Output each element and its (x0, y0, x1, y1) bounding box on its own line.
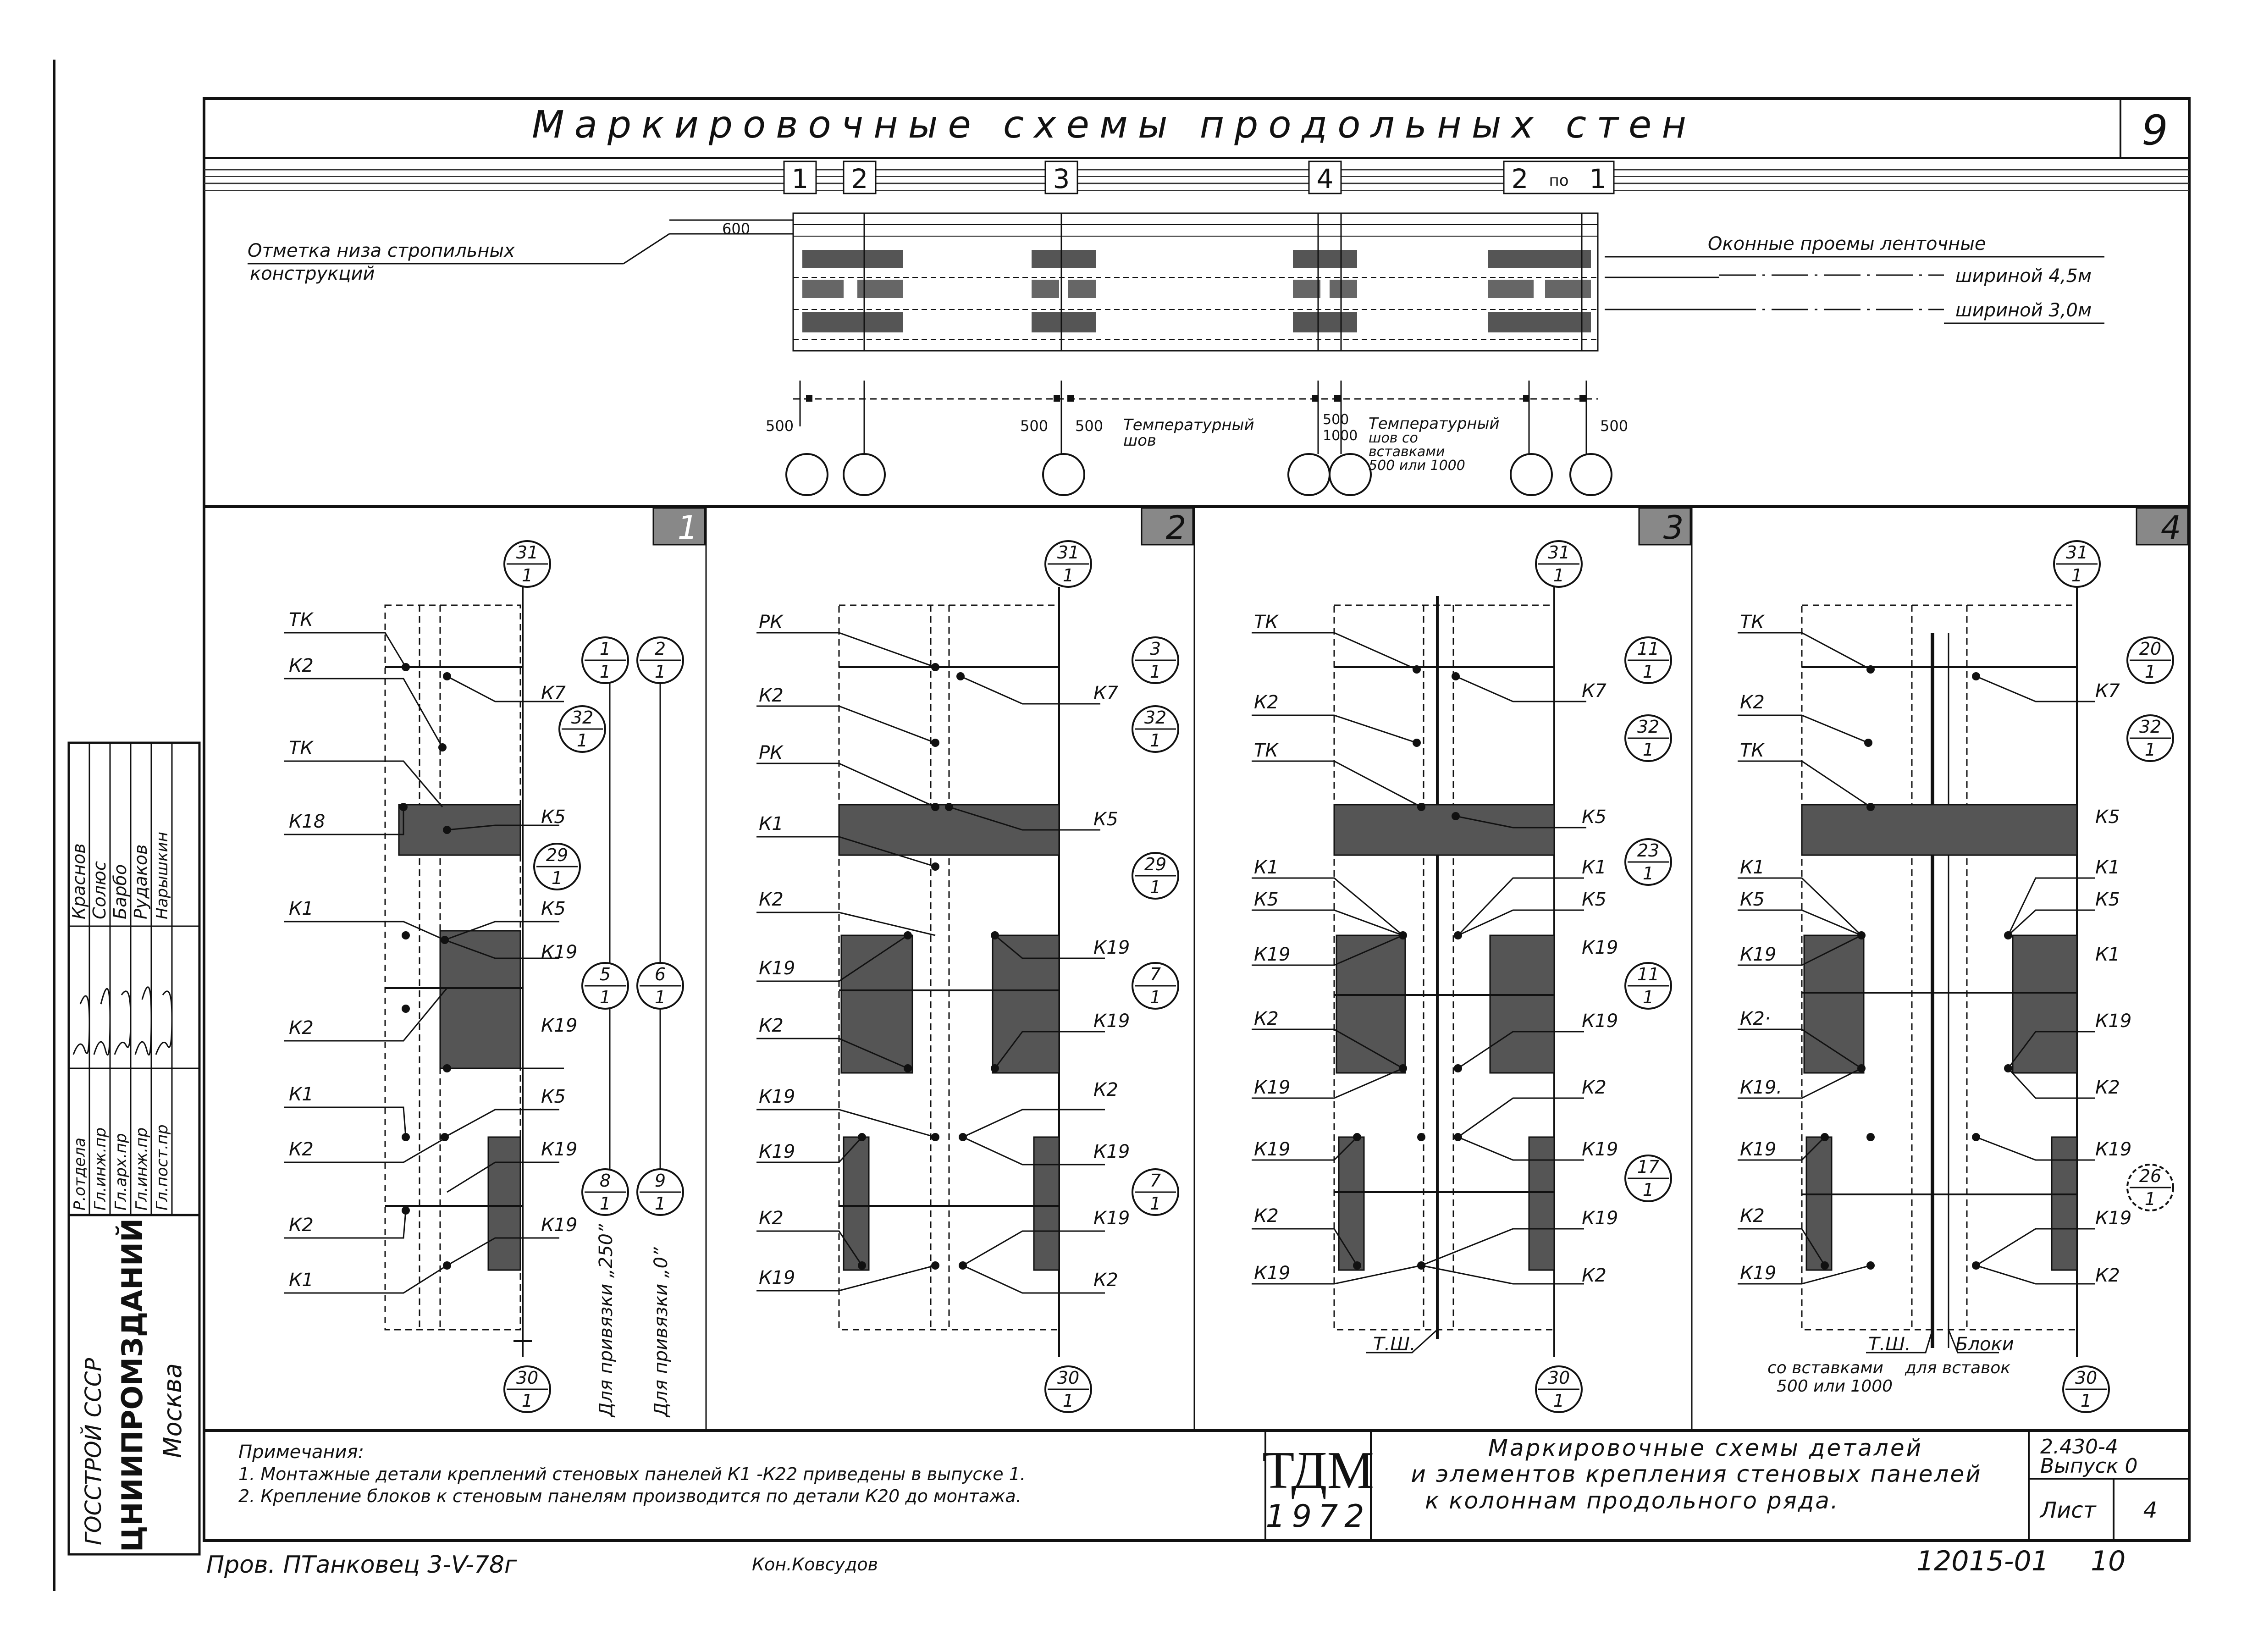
p3-r-0: К7 (1582, 680, 1607, 702)
svg-text:1: 1 (1149, 730, 1161, 751)
p3-r-8: К19 (1582, 1208, 1618, 1229)
temp-joint-1b: шов (1123, 431, 1156, 450)
p4-bubble-2 (2127, 1165, 2173, 1210)
p4-note-tsh: Т.Ш. (1868, 1334, 1911, 1355)
p1-bubble-2 (534, 844, 580, 890)
p3-l-9: К2 (1254, 1205, 1279, 1227)
p1-bottom-bubble (504, 1366, 550, 1412)
p4-l-9: К2 (1740, 1205, 1765, 1227)
svg-text:1: 1 (2144, 1189, 2156, 1209)
p3-l-2: ТК (1254, 740, 1278, 761)
p2-l-5: К19 (759, 958, 795, 979)
p4-l-7: К19. (1740, 1077, 1783, 1098)
svg-text:11: 11 (1637, 964, 1660, 984)
svg-text:32: 32 (2139, 717, 2162, 737)
svg-text:1: 1 (1062, 1391, 1074, 1411)
svg-text:9: 9 (654, 1171, 666, 1191)
p4-r-4: К1 (2095, 944, 2120, 965)
svg-text:1: 1 (1149, 877, 1161, 897)
p2-bubble-1 (1132, 706, 1178, 752)
p2-r-6: К19 (1093, 1208, 1130, 1229)
p3-l-0: ТК (1254, 612, 1278, 633)
p3-l-3: К1 (1254, 857, 1279, 878)
svg-text:1: 1 (1149, 1193, 1161, 1214)
panel-4-number (2137, 508, 2188, 547)
p4-note-for-inserts: для вставок (1905, 1359, 2011, 1377)
p4-r-3: К5 (2095, 889, 2120, 910)
svg-text:1: 1 (1642, 740, 1654, 760)
axis-label-1: 1 (791, 163, 809, 194)
dim-500-a: 500 (1020, 417, 1049, 435)
svg-text:1: 1 (2144, 662, 2156, 682)
p1-l-4: К1 (289, 898, 314, 919)
svg-text:1: 1 (677, 509, 698, 547)
svg-text:1: 1 (1642, 863, 1654, 884)
p4-note-size: 500 или 1000 (1777, 1377, 1893, 1396)
p3-l-7: К19 (1254, 1077, 1291, 1098)
p1-r-7: К19 (541, 1215, 578, 1236)
svg-text:31: 31 (1057, 542, 1080, 563)
svg-text:17: 17 (1637, 1157, 1660, 1177)
p3-top-bubble (1536, 541, 1582, 587)
stamp-role-0: Р.отдела (71, 1138, 89, 1210)
p4-r-5: К19 (2095, 1011, 2132, 1032)
p4-l-6: К2· (1740, 1008, 1771, 1029)
p2-l-0: РК (759, 612, 783, 633)
p4-l-8: К19 (1740, 1139, 1777, 1160)
svg-text:32: 32 (1144, 707, 1167, 728)
p4-l-0: ТК (1740, 612, 1764, 633)
svg-text:30: 30 (1547, 1368, 1570, 1388)
stamp-role-3: Гл.инж.пр (133, 1127, 151, 1210)
p2-top-bubble (1045, 541, 1091, 587)
svg-text:5: 5 (599, 964, 611, 984)
axis-label-3: 3 (1053, 163, 1070, 194)
elev-right-title: Оконные проемы ленточные (1708, 233, 1986, 254)
p2-bubble-2 (1132, 853, 1178, 899)
p3-l-4: К5 (1254, 889, 1279, 910)
logo-year: 1972 (1265, 1498, 1371, 1535)
axis-label-2b: 2 (1511, 163, 1529, 194)
elev-right-w30: шириной 3,0м (1955, 300, 2092, 321)
p1-r-0: К7 (541, 683, 566, 704)
p1-note-250: Для привязки „250” (596, 1224, 617, 1417)
p3-bubble-1 (1625, 715, 1671, 761)
svg-text:1: 1 (2071, 565, 2083, 586)
p1-bubble-6 (637, 963, 683, 1009)
svg-text:26: 26 (2139, 1166, 2162, 1186)
desc-line-1: Маркировочные схемы деталей (1488, 1435, 1923, 1461)
p4-bottom-bubble (2063, 1366, 2109, 1412)
svg-text:1: 1 (599, 1193, 611, 1214)
dim-600: 600 (722, 220, 751, 238)
svg-text:1: 1 (2144, 740, 2156, 760)
p1-r-3: К19 (541, 942, 578, 963)
svg-text:2: 2 (654, 639, 666, 659)
stamp-role-2: Гл.арх.пр (112, 1133, 130, 1210)
p1-bubble-7 (637, 1169, 683, 1215)
notes-heading: Примечания: (238, 1442, 364, 1463)
p2-l-9: К2 (759, 1208, 784, 1229)
p4-r-7: К19 (2095, 1139, 2132, 1160)
svg-text:31: 31 (516, 542, 539, 563)
dim-500-c: 500 (1323, 412, 1349, 428)
p1-l-1: К2 (289, 655, 314, 676)
p1-note-0: Для привязки „0” (651, 1247, 672, 1417)
logo-tdm: ТДМ (1262, 1441, 1374, 1499)
stamp-name-3: Рудаков (131, 844, 151, 919)
p4-bubble-0 (2127, 637, 2173, 683)
p3-bottom-bubble (1536, 1366, 1582, 1412)
p4-l-4: К5 (1740, 889, 1765, 910)
svg-text:1: 1 (521, 565, 533, 586)
sheet-value: 4 (2143, 1497, 2158, 1523)
p2-bubble-3 (1132, 963, 1178, 1009)
axis-label-2: 2 (851, 163, 868, 194)
p1-l-0: ТК (289, 609, 313, 630)
stamp-org-3: Москва (158, 1363, 187, 1458)
p3-bubble-2 (1625, 839, 1671, 885)
p3-l-10: К19 (1254, 1263, 1291, 1284)
svg-text:7: 7 (1149, 1171, 1161, 1191)
svg-text:31: 31 (2065, 542, 2088, 563)
p2-r-3: К19 (1093, 1011, 1130, 1032)
series-number: 2.430-4 (2040, 1435, 2118, 1459)
p2-r-0: К7 (1093, 683, 1118, 704)
stamp-org-1: ГОССТРОЙ СССР (81, 1358, 106, 1545)
p2-bottom-bubble (1045, 1366, 1091, 1412)
p2-r-2: К19 (1093, 937, 1130, 958)
p4-l-2: ТК (1740, 740, 1764, 761)
footer-checked: Пров. ПТанковец 3-V-78г (206, 1551, 517, 1579)
p3-r-2: К1 (1582, 857, 1607, 878)
dim-500-right: 500 (1600, 417, 1629, 435)
notes-line-2: 2. Крепление блоков к стеновым панелям производится по детали К20 до монтажа. (238, 1486, 1021, 1506)
elev-right-w45: шириной 4,5м (1955, 265, 2092, 287)
p3-bubble-3 (1625, 963, 1671, 1009)
svg-text:1: 1 (654, 1193, 666, 1214)
p3-bubble-0 (1625, 637, 1671, 683)
notes-line-1: 1. Монтажные детали креплений стеновых панелей К1 -К22 приведены в выпуске 1. (238, 1464, 1026, 1484)
p1-l-6: К1 (289, 1084, 314, 1105)
svg-text:1: 1 (1642, 662, 1654, 682)
p1-bubble-5 (637, 637, 683, 683)
svg-text:23: 23 (1637, 840, 1660, 861)
stamp-org-2: ЦНИИПРОМЗДАНИЙ (116, 1218, 149, 1552)
svg-text:11: 11 (1637, 639, 1660, 659)
p1-l-3: К18 (289, 811, 326, 832)
p1-bubble-1 (559, 706, 605, 752)
temp-joint-2d: 500 или 1000 (1369, 458, 1465, 474)
p4-l-5: К19 (1740, 944, 1777, 965)
svg-text:1: 1 (1553, 1391, 1565, 1411)
issue-number: Выпуск 0 (2040, 1454, 2138, 1478)
stamp-name-1: Солюс (89, 861, 110, 919)
p3-bottom-note: Т.Ш. (1373, 1334, 1416, 1355)
svg-text:1: 1 (1642, 987, 1654, 1007)
p2-r-1: К5 (1093, 809, 1118, 830)
temp-joint-2: Температурный (1369, 414, 1500, 433)
elev-left-label-1: Отметка низа стропильных (248, 240, 515, 261)
p2-l-6: К2 (759, 1015, 784, 1036)
p3-r-6: К2 (1582, 1077, 1607, 1098)
svg-text:1: 1 (2080, 1391, 2092, 1411)
p1-l-7: К2 (289, 1139, 314, 1160)
svg-text:1: 1 (576, 730, 588, 751)
p2-l-7: К19 (759, 1086, 795, 1107)
svg-text:1: 1 (599, 987, 611, 1007)
p1-r-5: К5 (541, 1086, 566, 1107)
p1-r-2: К5 (541, 898, 566, 919)
p1-r-6: К19 (541, 1139, 578, 1160)
svg-text:7: 7 (1149, 964, 1161, 984)
svg-text:32: 32 (1637, 717, 1660, 737)
stamp-name-4: Нарышкин (153, 832, 171, 919)
axis-label-by: по (1549, 171, 1569, 190)
p4-bubble-1 (2127, 715, 2173, 761)
svg-text:1: 1 (599, 662, 611, 682)
svg-text:1: 1 (1642, 1180, 1654, 1200)
p2-l-10: К19 (759, 1267, 795, 1288)
p4-l-3: К1 (1740, 857, 1765, 878)
p4-r-0: К7 (2095, 680, 2120, 702)
p4-top-bubble (2054, 541, 2100, 587)
panel-3-number (1639, 508, 1690, 547)
p1-bubble-4 (582, 1169, 628, 1215)
sheet-number: 9 (2142, 106, 2168, 155)
footer-page: 10 (2091, 1545, 2126, 1577)
p1-bubble-0 (582, 637, 628, 683)
footer-copied: Кон.Ковсудов (752, 1554, 878, 1575)
svg-text:3: 3 (1149, 639, 1161, 659)
p2-bubble-0 (1132, 637, 1178, 683)
svg-text:1: 1 (1062, 565, 1074, 586)
p1-r-1: К5 (541, 807, 566, 828)
p4-l-1: К2 (1740, 692, 1765, 713)
svg-text:3: 3 (1663, 509, 1684, 547)
p2-bubble-4 (1132, 1169, 1178, 1215)
svg-text:2: 2 (1165, 509, 1187, 547)
p1-l-9: К1 (289, 1270, 314, 1291)
svg-text:1: 1 (551, 868, 563, 888)
temp-joint-1: Температурный (1123, 416, 1254, 434)
svg-text:1: 1 (654, 662, 666, 682)
stamp-name-2: Барбо (110, 864, 130, 919)
p2-l-4: К2 (759, 889, 784, 910)
axis-label-4: 4 (1316, 163, 1334, 194)
p4-r-8: К19 (2095, 1208, 2132, 1229)
p3-r-7: К19 (1582, 1139, 1618, 1160)
p4-r-1: К5 (2095, 807, 2120, 828)
elev-left-label-2: конструкций (250, 263, 375, 284)
stamp-name-0: Краснов (69, 843, 89, 919)
svg-text:1: 1 (1149, 662, 1161, 682)
svg-text:1: 1 (1553, 565, 1565, 586)
stamp-role-4: Гл.пост.пр (153, 1124, 171, 1210)
p2-l-3: К1 (759, 813, 784, 834)
p1-l-2: ТК (289, 738, 313, 759)
svg-text:1: 1 (1149, 987, 1161, 1007)
p3-r-3: К5 (1582, 889, 1607, 910)
panel-2-number (1142, 508, 1193, 547)
p3-l-8: К19 (1254, 1139, 1291, 1160)
temp-joint-2c: вставками (1369, 444, 1445, 460)
svg-text:30: 30 (1057, 1368, 1080, 1388)
p2-r-5: К19 (1093, 1141, 1130, 1162)
page-title: Маркировочные схемы продольных стен (532, 103, 1696, 147)
svg-text:1: 1 (654, 987, 666, 1007)
p4-l-10: К19 (1740, 1263, 1777, 1284)
svg-text:8: 8 (599, 1171, 611, 1191)
p4-r-9: К2 (2095, 1265, 2120, 1286)
footer-doc-number: 12015-01 (1916, 1545, 2049, 1577)
svg-text:29: 29 (1144, 854, 1167, 874)
p2-l-2: РК (759, 742, 783, 763)
p3-r-5: К19 (1582, 1011, 1618, 1032)
p3-l-6: К2 (1254, 1008, 1279, 1029)
stamp-role-1: Гл.инж.пр (91, 1127, 110, 1210)
temp-joint-2b: шов со (1369, 430, 1418, 446)
p2-l-8: К19 (759, 1141, 795, 1162)
p3-r-1: К5 (1582, 807, 1607, 828)
desc-line-3: к колоннам продольного ряда. (1425, 1487, 1839, 1514)
p2-r-7: К2 (1093, 1270, 1118, 1291)
p1-bubble-3 (582, 963, 628, 1009)
dim-500-left: 500 (766, 417, 794, 435)
desc-line-2: и элементов крепления стеновых панелей (1411, 1461, 1982, 1487)
svg-text:4: 4 (2160, 509, 2181, 547)
svg-text:30: 30 (2075, 1368, 2098, 1388)
p1-l-8: К2 (289, 1215, 314, 1236)
svg-text:1: 1 (599, 639, 611, 659)
p4-r-6: К2 (2095, 1077, 2120, 1098)
p1-l-5: К2 (289, 1017, 314, 1039)
p3-r-9: К2 (1582, 1265, 1607, 1286)
p3-r-4: К19 (1582, 937, 1618, 958)
svg-text:6: 6 (654, 964, 666, 984)
p3-l-5: К19 (1254, 944, 1291, 965)
dim-1000: 1000 (1323, 428, 1358, 444)
sheet-label: Лист (2040, 1497, 2096, 1523)
svg-text:32: 32 (571, 707, 594, 728)
svg-text:1: 1 (521, 1391, 533, 1411)
panel-1-number (653, 508, 705, 547)
p1-r-4: К19 (541, 1015, 578, 1036)
p2-l-1: К2 (759, 685, 784, 706)
p4-note-inserts: со вставками (1767, 1359, 1883, 1377)
p3-l-1: К2 (1254, 692, 1279, 713)
p4-note-blocks: Блоки (1955, 1334, 2014, 1355)
svg-text:30: 30 (516, 1368, 539, 1388)
dim-500-b: 500 (1075, 417, 1104, 435)
svg-text:29: 29 (546, 845, 569, 865)
p2-r-4: К2 (1093, 1079, 1118, 1100)
axis-label-1b: 1 (1589, 163, 1607, 194)
svg-text:31: 31 (1547, 542, 1570, 563)
p1-top-bubble (504, 541, 550, 587)
p4-r-2: К1 (2095, 857, 2120, 878)
svg-text:20: 20 (2139, 639, 2162, 659)
p3-bubble-4 (1625, 1155, 1671, 1201)
